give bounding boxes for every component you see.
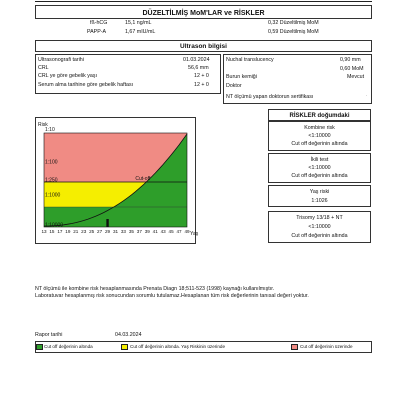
us-value-nasal: Mevcut: [347, 74, 365, 80]
legend-swatch-green: [36, 344, 43, 350]
us-value-nt-mom: 0,60 MoM: [340, 66, 364, 72]
x-tick-25: 25: [89, 229, 95, 234]
us-value-ga-crl: 12 + 0: [194, 73, 209, 79]
legend-label-red: Cut off değerinin üzerinde: [300, 344, 353, 349]
x-tick-21: 21: [73, 229, 79, 234]
risk-chart: [35, 117, 199, 244]
y-tick-1-10000: 1:10000: [45, 222, 64, 229]
x-tick-17: 17: [57, 229, 63, 234]
x-tick-19: 19: [65, 229, 71, 234]
footnote-reference: NT ölçümü ile kombine risk hesaplanmasında Prenata Diagn 18;511-523 (1998) kaynağı kullanılmıştır.: [35, 286, 275, 292]
y-tick-1-1000: 1:1000: [45, 192, 61, 199]
mom-risk-title: DÜZELTİLMİŞ MoM'LAR ve RİSKLER: [142, 10, 265, 17]
risk-status-trisomy: Cut off değerinin altında: [291, 233, 348, 239]
marker-mom-hcg: 0,32 Düzeltilmiş MoM: [268, 20, 319, 26]
x-tick-37: 37: [136, 229, 142, 234]
us-title: Ultrason bilgisi: [180, 43, 227, 50]
x-tick-13: 13: [41, 229, 47, 234]
us-label-crl: CRL: [38, 65, 49, 71]
mom-risk-header: [35, 5, 372, 19]
risk-value-combined: <1:10000: [308, 133, 331, 139]
risk-title-age: Yaş riski: [309, 189, 330, 195]
x-tick-49: 49: [184, 229, 190, 234]
patient-marker: [106, 219, 108, 227]
cutoff-label: Cut-off: [135, 176, 151, 182]
x-axis-label: Yaş: [190, 231, 199, 237]
risk-title-trisomy: Trisomy 13/18 + NT: [296, 215, 343, 221]
risk-box-combined: [268, 121, 371, 151]
risks-title: RİSKLER doğumdaki: [289, 113, 350, 119]
x-tick-35: 35: [128, 229, 134, 234]
legend-label-green: Cut off değerinin altında: [44, 344, 93, 349]
marker-mom-pappa: 0,59 Düzeltilmiş MoM: [268, 29, 319, 35]
marker-value-hcg: 15,1 ng/mL: [125, 20, 152, 26]
y-tick-1-250: 1:250: [45, 177, 58, 184]
x-tick-41: 41: [152, 229, 158, 234]
risk-value-double: <1:10000: [308, 165, 331, 171]
x-tick-29: 29: [104, 229, 111, 234]
x-tick-23: 23: [81, 229, 87, 234]
report-date-value: 04.03.2024: [115, 332, 142, 338]
risk-title-double: İkili test: [310, 157, 329, 163]
us-label-ga-serum: Serum alma tarihine göre gebelik haftası: [38, 82, 134, 88]
report-date-label: Rapor tarihi: [35, 332, 63, 338]
risk-status-double: Cut off değerinin altında: [291, 173, 348, 179]
us-label-nasal: Burun kemiği: [226, 74, 257, 80]
us-label-nt: Nuchal translucency: [226, 57, 274, 63]
risk-value-trisomy: <1:10000: [308, 224, 331, 230]
us-value-date: 01.03.2024: [183, 57, 210, 63]
us-header: [35, 40, 372, 52]
us-value-nt: 0,90 mm: [340, 57, 361, 63]
x-tick-39: 39: [144, 229, 150, 234]
marker-name-hcg: fß-hCG: [90, 20, 108, 26]
risk-box-trisomy: [268, 211, 371, 243]
y-axis-title: Risk: [38, 122, 48, 128]
us-value-ga-serum: 12 + 0: [194, 82, 209, 88]
x-tick-15: 15: [49, 229, 55, 234]
nt-cert-note: NT ölçümü yapan doktorun sertifikası: [226, 94, 314, 100]
marker-value-pappa: 1,67 mIU/mL: [125, 29, 156, 35]
legend-swatch-yellow: [121, 344, 128, 350]
us-label-date: Ultrasonografi tarihi: [38, 57, 84, 63]
dot-mark: .: [366, 92, 368, 97]
risk-box-age: [268, 185, 371, 207]
marker-name-pappa: PAPP-A: [87, 29, 107, 35]
risks-header: [268, 109, 371, 121]
risk-title-combined: Kombine risk: [304, 125, 335, 131]
risk-status-combined: Cut off değerinin altında: [291, 141, 348, 147]
x-tick-43: 43: [160, 229, 166, 234]
legend-swatch-red: [291, 344, 298, 350]
risk-box-double: [268, 153, 371, 183]
us-label-doctor: Doktor: [226, 83, 242, 89]
footnote-disclaimer: Laboratuvar hesaplanmış risk sonucundan sorumlu tutulamaz.Hesaplanan tüm risk değerlerinin tanısal değeri yoktur.: [35, 293, 309, 299]
y-tick-1-10: 1:10: [45, 127, 55, 133]
risk-value-age: 1:1026: [311, 198, 328, 204]
x-tick-45: 45: [168, 229, 174, 234]
us-value-crl: 56,6 mm: [188, 65, 209, 71]
us-label-ga-crl: CRL ye göre gebelik yaşı: [38, 73, 97, 79]
top-rule: [35, 1, 372, 2]
x-tick-27: 27: [97, 229, 103, 234]
y-tick-1-100: 1:100: [45, 159, 58, 166]
x-tick-47: 47: [176, 229, 182, 234]
x-tick-33: 33: [120, 229, 127, 234]
legend-label-yellow: Cut off değerinin altında. Yaş Riskinin üzerinde: [130, 344, 225, 349]
x-tick-31: 31: [112, 229, 119, 234]
